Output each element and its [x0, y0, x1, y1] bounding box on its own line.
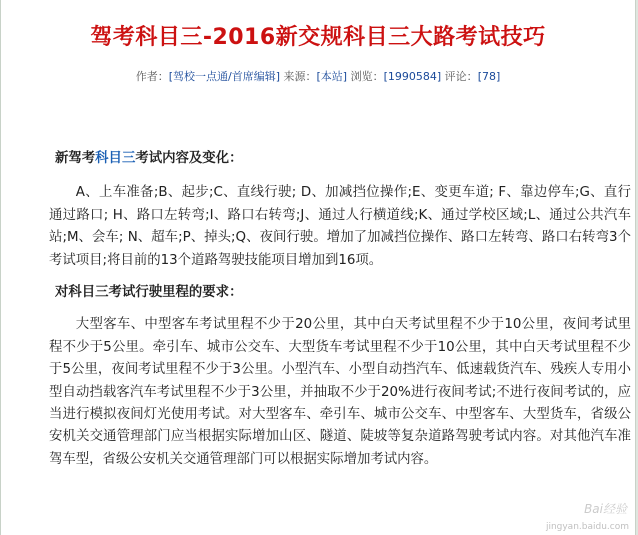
section-heading-exam-content — [49, 148, 631, 170]
views-count: [1990584] — [383, 70, 442, 83]
heading-suffix: 考试内容及变化： — [135, 151, 243, 166]
comments-label: 评论： — [441, 70, 478, 83]
source-label: 来源： — [280, 70, 317, 83]
article-meta — [1, 68, 635, 84]
mileage-paragraph: 大型客车、中型客车考试里程不少于20公里，其中白天考试里程不少于10公里，夜间考试里程不少于5公里。牵引车、城市公交车、大型货车考试里程不少于10公里，其中白天考试里程不少于5公里，夜间考试里程不少于3公里。小型汽车、小型自动挡汽车、低速载货汽车、残疾人专用小型自动挡载客汽车考试里程不少于3公里，并抽取不少于20%进行夜间考试;不进行夜间考试的，应当进行模拟夜间灯光使用考试。对大型客车、牵引车、城市公交车、中型客车、大型货车，省级公安机关交通管理部门应当根据实际增加山区、隧道、陡坡等复杂道路驾驶考试内容。对其他汽车准驾车型，省级公安机关交通管理部门可以根据实际增加考试内容。 — [49, 317, 631, 467]
baidu-watermark: Bai经验 — [584, 502, 627, 516]
watermark-url: jingyan.baidu.com — [545, 522, 629, 532]
author-label: 作者： — [135, 70, 169, 83]
comments-link[interactable]: [78] — [477, 70, 501, 83]
source-link[interactable]: [本站] — [316, 70, 348, 83]
heading-highlight-link[interactable]: 科目三 — [95, 151, 136, 166]
heading-prefix: 新驾考 — [55, 151, 96, 166]
article-title: 驾考科目三-2016新交规科目三大路考试技巧 — [90, 25, 546, 50]
exam-items-paragraph: A、上车准备;B、起步;C、直线行驶; D、加减挡位操作;E、变更车道; F、靠边停车;G、直行通过路口; H、路口左转弯;I、路口右转弯;J、通过人行横道线;K、通过学校区域;L、通过公共汽车站;M、会车; N、超车;P、掉头;Q、夜间行驶。增加了加减挡位操作、路口左转弯、路口右转弯3个考试项目;将目前的13个道路驾驶技能项目增加到16项。 — [49, 185, 631, 268]
section-heading-mileage: 对科目三考试行驶里程的要求： — [55, 285, 243, 301]
views-label: 浏览： — [347, 70, 384, 83]
author-link[interactable]: [驾校一点通/首席编辑] — [168, 70, 281, 83]
article-content — [49, 148, 631, 471]
